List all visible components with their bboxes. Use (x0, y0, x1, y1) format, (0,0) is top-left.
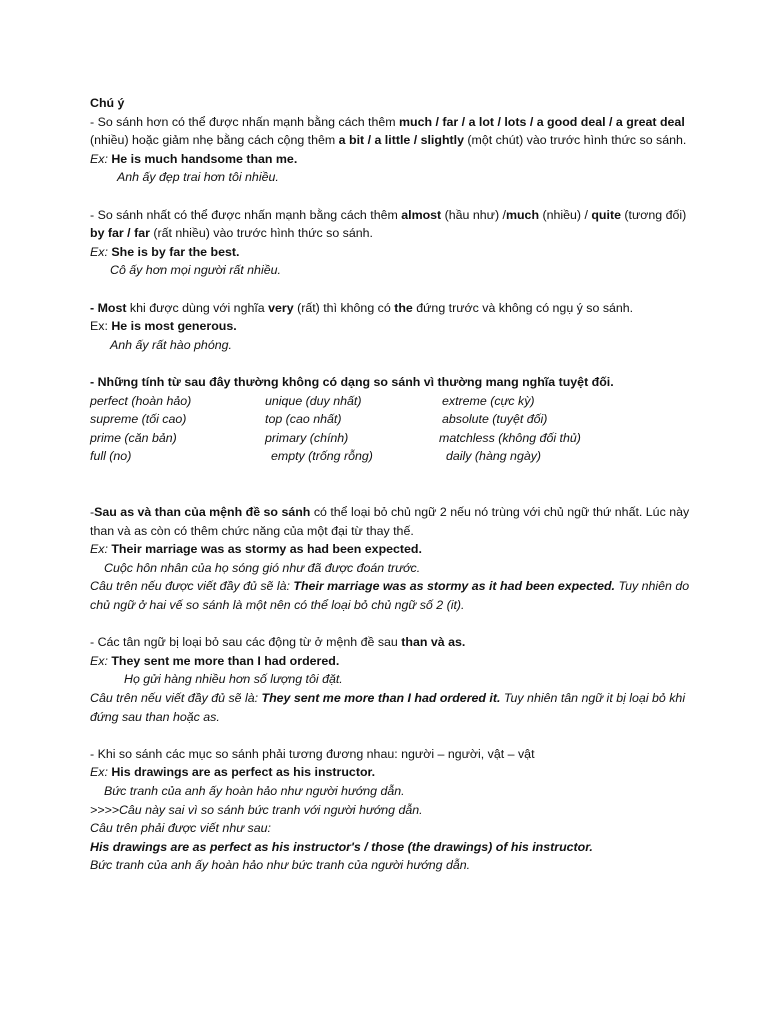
example-translation: Anh ấy rất hào phóng. (110, 337, 232, 352)
example-line (90, 150, 690, 169)
bold-text: the (394, 300, 413, 315)
example-sentence: His drawings are as perfect as his instructor. (111, 765, 376, 780)
text: (tương đối) (620, 207, 687, 222)
adjective-cell: empty (trống rỗng) (271, 449, 373, 464)
example-line (90, 763, 690, 782)
text: - (90, 505, 95, 520)
example-label: Ex: (90, 151, 112, 166)
text: khi được dùng với nghĩa (126, 300, 269, 315)
bold-text: by far / far (90, 226, 150, 241)
adjective-cell: supreme (tối cao) (90, 412, 187, 427)
example-sentence: Their marriage was as stormy as had been expected. (111, 542, 422, 557)
example-translation: Bức tranh của anh ấy hoàn hảo như người hướng dẫn. (104, 783, 405, 798)
correct-translation: Bức tranh của anh ấy hoàn hảo như bức tranh của người hướng dẫn. (90, 858, 471, 873)
paragraph-as-than-subject (90, 503, 690, 540)
paragraph-most (90, 299, 690, 318)
bold-text: quite (591, 207, 621, 222)
text: (rất) thì không có (293, 300, 395, 315)
example-line (90, 243, 690, 262)
explanation (90, 577, 690, 614)
bold-text: Their marriage was as stormy as it had been expected. (293, 579, 615, 594)
text: - So sánh nhất có thể được nhấn mạnh bằng cách thêm (90, 207, 402, 222)
text: Câu trên nếu viết đầy đủ sẽ là: (90, 691, 262, 706)
adjective-cell: daily (hàng ngày) (446, 449, 542, 464)
text: (nhiều) / (539, 207, 592, 222)
text: (hầu như) / (441, 207, 506, 222)
text: - So sánh hơn có thể được nhấn mạnh bằng cách thêm (90, 114, 400, 129)
correction-intro: Câu trên phải được viết như sau: (90, 821, 271, 836)
bold-text: almost (401, 207, 442, 222)
example-translation: Cô ấy hơn mọi người rất nhiều. (110, 263, 281, 278)
bold-text: Sau as và than của mệnh đề so sánh (94, 505, 311, 520)
adjective-cell: extreme (cực kỳ) (442, 393, 535, 408)
explanation (90, 689, 690, 726)
bold-text: a bit / a little / slightly (338, 133, 464, 148)
example-label: Ex: (90, 244, 112, 259)
paragraph-superlative-emphasis (90, 206, 690, 243)
text: đứng trước và không có ngụ ý so sánh. (412, 300, 634, 315)
adjective-cell: full (no) (90, 449, 132, 464)
adjective-cell: unique (duy nhất) (265, 393, 362, 408)
adjective-cell: matchless (không đối thủ) (439, 430, 581, 445)
absolute-adjectives-heading: - Những tính từ sau đây thường không có dạng so sánh vì thường mang nghĩa tuyệt đối. (90, 374, 614, 389)
text: (rất nhiều) vào trước hình thức so sánh. (149, 226, 373, 241)
bold-text: They sent me more than I had ordered it. (261, 691, 501, 706)
example-translation: Anh ấy đẹp trai hơn tôi nhiều. (117, 170, 279, 185)
example-sentence: They sent me more than I had ordered. (111, 653, 340, 668)
example-label: Ex: (90, 542, 112, 557)
text: Tuy nhiên tân ngữ it bị loại bỏ khi đứng sau than hoặc as. (90, 691, 686, 724)
adjective-cell: prime (căn bản) (90, 430, 177, 445)
text: Câu trên nếu được viết đầy đủ sẽ là: (90, 579, 294, 594)
adjective-table (90, 392, 690, 466)
adjective-cell: top (cao nhất) (265, 412, 342, 427)
text: Tuy nhiên do chủ ngữ ở hai vế so sánh là một nên có thể loại bỏ chủ ngữ số 2 (it). (90, 579, 690, 613)
example-translation: Cuộc hôn nhân của họ sóng gió như đã được đoán trước. (104, 560, 421, 575)
example-sentence: She is by far the best. (111, 244, 240, 259)
example-line (90, 540, 690, 559)
adjective-cell: perfect (hoàn hảo) (90, 393, 192, 408)
paragraph-object-omission (90, 633, 690, 652)
example-label: Ex: (90, 653, 112, 668)
paragraph-equivalent-items: - Khi so sánh các mục so sánh phải tương đương nhau: người – người, vật – vật (90, 746, 535, 761)
correct-sentence: His drawings are as perfect as his instructor's / those (the drawings) of his instructor. (90, 839, 593, 854)
error-note: >>>>Câu này sai vì so sánh bức tranh với người hướng dẫn. (90, 802, 423, 817)
bold-text: very (268, 300, 294, 315)
text: (nhiều) hoặc giảm nhẹ bằng cách cộng thêm (90, 133, 339, 148)
document-page (90, 94, 690, 875)
example-label: Ex: (90, 765, 112, 780)
text: có thể loại bỏ chủ ngữ 2 nếu nó trùng với chủ ngữ thứ nhất. Lúc này than và as còn có thêm chức năng của một đại từ thay thế. (90, 505, 690, 538)
bold-text: - Most (90, 300, 127, 315)
example-line (90, 652, 690, 671)
bold-text: much (505, 207, 540, 222)
adjective-cell: absolute (tuyệt đối) (442, 412, 548, 427)
text: (một chút) vào trước hình thức so sánh. (463, 133, 687, 148)
example-label: Ex: (90, 319, 112, 334)
section-title: Chú ý (90, 96, 125, 110)
example-translation: Họ gửi hàng nhiều hơn số lượng tôi đặt. (124, 672, 343, 687)
paragraph-comparative-emphasis (90, 113, 690, 150)
example-sentence: He is much handsome than me. (111, 151, 298, 166)
text: - Các tân ngữ bị loại bỏ sau các động từ ở mệnh đề sau (90, 635, 402, 650)
adjective-cell: primary (chính) (265, 430, 349, 445)
example-sentence: He is most generous. (111, 319, 237, 334)
example-line (90, 317, 690, 336)
bold-text: than và as. (401, 635, 466, 650)
bold-text: much / far / a lot / lots / a good deal / a great deal (399, 114, 685, 129)
